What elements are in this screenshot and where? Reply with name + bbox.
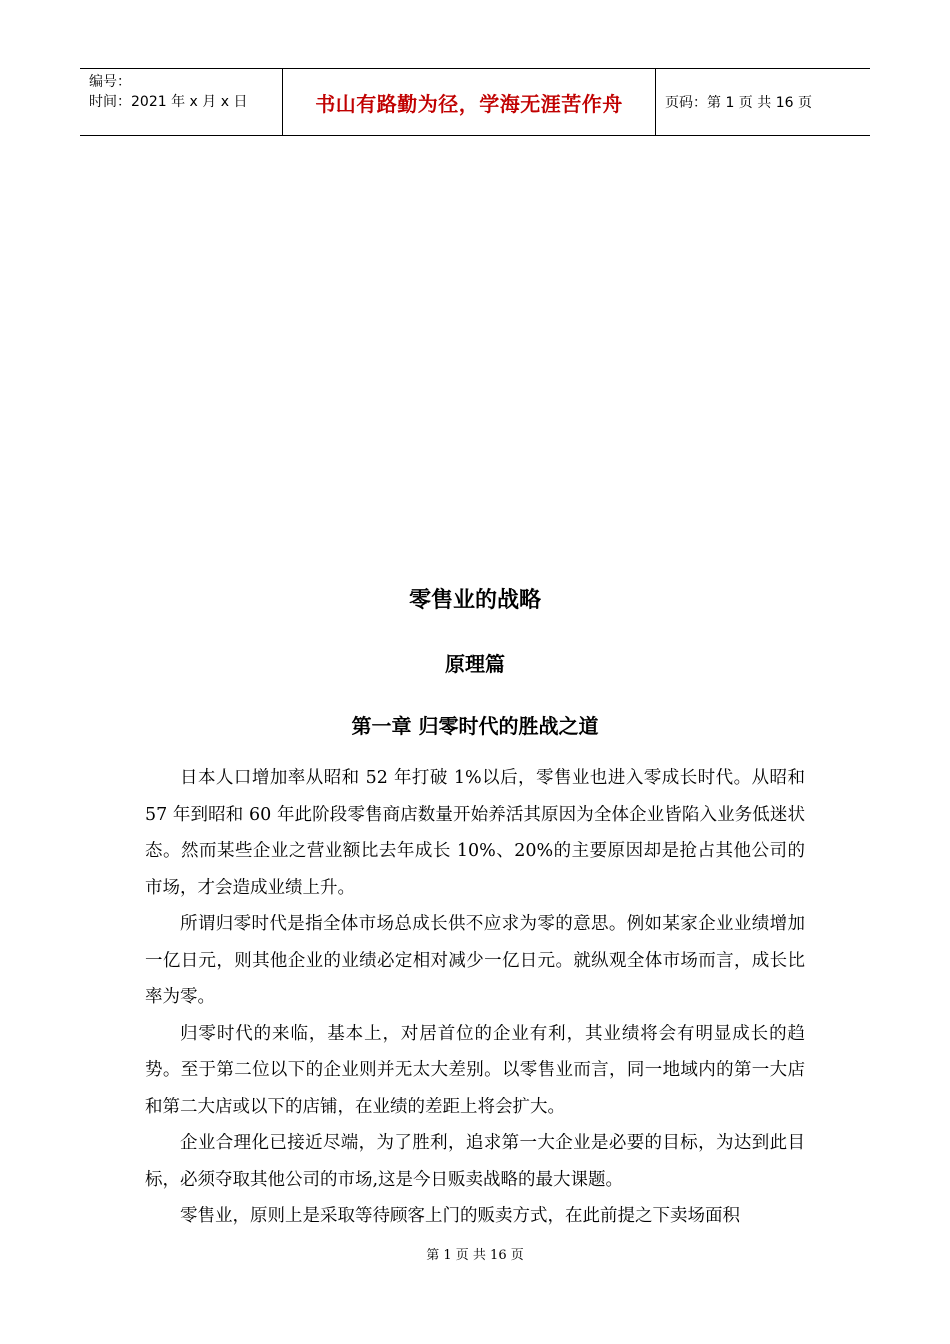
document-date-label: 时间：2021 年 x 月 x 日: [89, 94, 248, 110]
header-motto: 书山有路勤为径，学海无涯苦作舟: [282, 69, 656, 135]
document-title: 零售业的战略: [408, 588, 541, 613]
page-header: [80, 68, 870, 136]
chapter-title: 第一章 归零时代的胜战之道: [351, 714, 599, 738]
paragraph: 企业合理化已接近尽端，为了胜利，追求第一大企业是必要的目标，为达到此目标，必须夺取其他公司的市场,这是今日贩卖战略的最大课题。: [145, 1133, 805, 1190]
document-number-label: 编号：: [89, 74, 131, 90]
paragraph: 零售业，原则上是采取等待顾客上门的贩卖方式，在此前提之下卖场面积: [180, 1206, 740, 1226]
paragraph: 归零时代的来临，基本上，对居首位的企业有利，其业绩将会有明显成长的趋势。至于第二位以下的企业则并无太大差别。以零售业而言，同一地域内的第一大店和第二大店或以下的店铺，在业绩的差距上将会扩大。: [145, 1023, 805, 1117]
header-page-info: 页码：第 1 页 共 16 页: [665, 95, 812, 111]
paragraph: 日本人口增加率从昭和 52 年打破 1%以后，零售业也进入零成长时代。从昭和 57 年到昭和 60 年此阶段零售商店数量开始养活其原因为全体企业皆陷入业务低迷状态。然而某些企业之营业额比去年成长 10%、20%的主要原因却是抢占其他公司的市场，才会造成业绩上升。: [145, 768, 805, 898]
paragraph: 所谓归零时代是指全体市场总成长供不应求为零的意思。例如某家企业业绩增加一亿日元，则其他企业的业绩必定相对减少一亿日元。就纵观全体市场而言，成长比率为零。: [145, 914, 805, 1007]
part-title: 原理篇: [445, 652, 505, 676]
page-footer: 第 1 页 共 16 页: [426, 1248, 524, 1263]
document-body: [145, 760, 805, 1235]
header-meta: [80, 69, 282, 135]
